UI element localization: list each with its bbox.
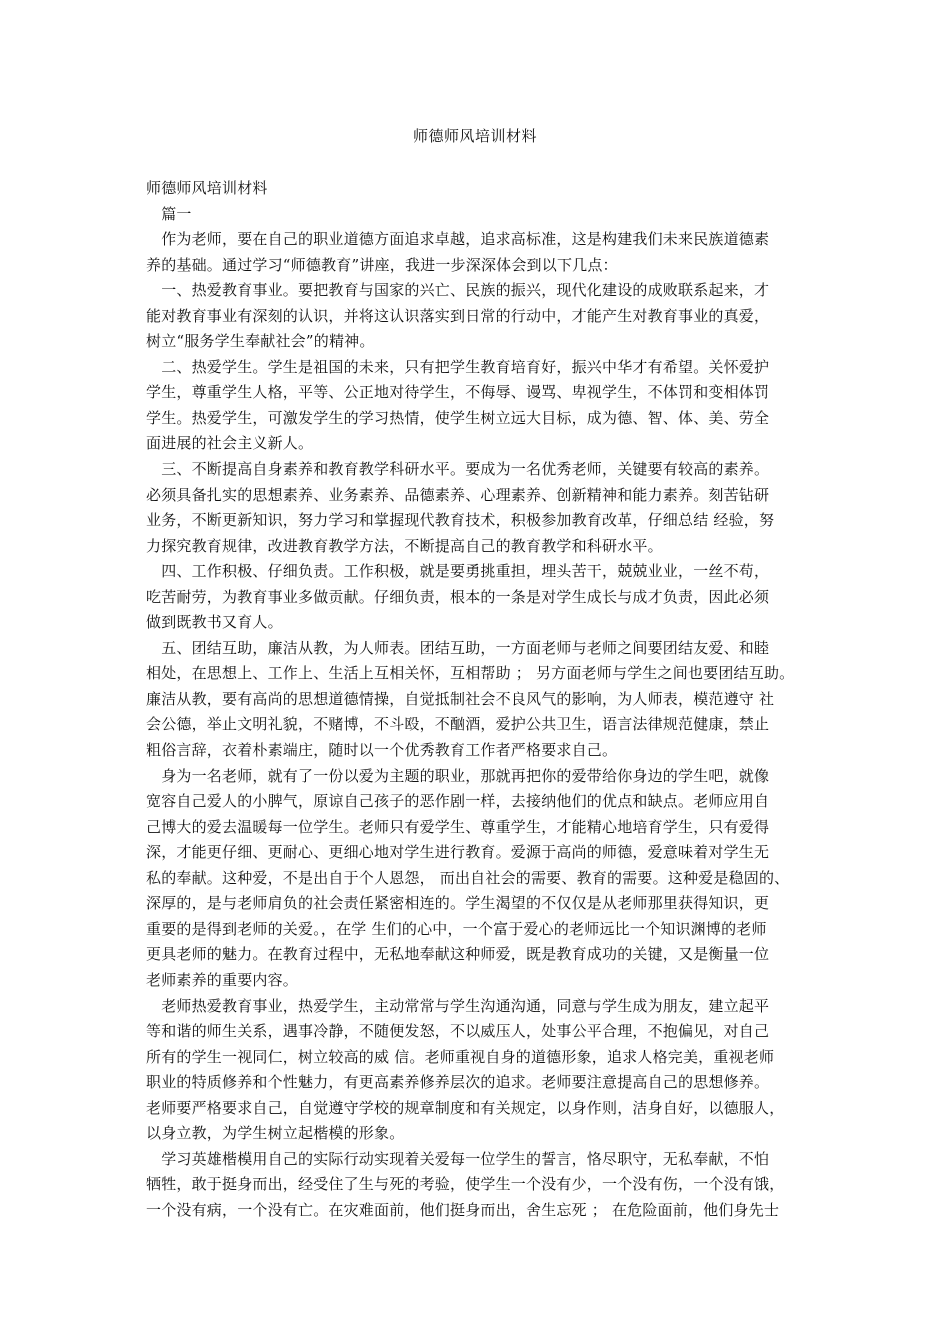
text-line: 老师热爱教育事业，热爱学生，主动常常与学生沟通沟通，同意与学生成为朋友，建立起平 (146, 996, 770, 1015)
text-line: 己博大的爱去温暖每一位学生。老师只有爱学生、尊重学生，才能精心地培育学生，只有爱得 (146, 817, 770, 836)
text-line: 老师素养的重要内容。 (146, 970, 299, 989)
text-line: 必须具备扎实的思想素养、业务素养、品德素养、心理素养、创新精神和能力素养。刻苦钻研 (146, 485, 770, 504)
text-line: 私的奉献。这种爱，不是出自于个人恩怨， 而出自社会的需要、教育的需要。这种爱是稳固的、 (146, 868, 790, 887)
text-line: 职业的特质修养和个性魅力，有更高素养修养层次的追求。老师要注意提高自己的思想修养。 (146, 1073, 770, 1092)
text-line: 篇一 (146, 204, 192, 223)
text-line: 树立“服务学生奉献社会”的精神。 (146, 332, 375, 351)
text-line: 身为一名老师，就有了一份以爱为主题的职业，那就再把你的爱带给你身边的学生吧，就像 (146, 766, 770, 785)
text-line: 力探究教育规律，改进教育教学方法，不断提高自己的教育教学和科研水平。 (146, 536, 663, 555)
text-line: 面进展的社会主义新人。 (146, 434, 314, 453)
text-line: 学生。热爱学生，可激发学生的学习热情，使学生树立远大目标，成为德、智、体、美、劳全 (146, 408, 770, 427)
text-line: 作为老师，要在自己的职业道德方面追求卓越，追求高标准，这是构建我们未来民族道德素 (146, 230, 770, 249)
text-line: 三、不断提高自身素养和教育教学科研水平。要成为一名优秀老师，关键要有较高的素养。 (146, 460, 770, 479)
text-line: 做到既教书又育人。 (146, 613, 283, 632)
text-line: 吃苦耐劳，为教育事业多做贡献。仔细负责，根本的一条是对学生成长与成才负责，因此必须 (146, 587, 770, 606)
text-line: 重要的是得到老师的关爱。，在学 生们的心中，一个富于爱心的老师远比一个知识渊博的老师 (146, 919, 767, 938)
text-line: 四、工作积极、仔细负责。工作积极，就是要勇挑重担，埋头苦干，兢兢业业，一丝不苟， (146, 562, 770, 581)
text-line: 更具老师的魅力。在教育过程中，无私地奉献这种师爱，既是教育成功的关键，又是衡量一位 (146, 945, 770, 964)
text-line: 牺牲，敢于挺身而出，经受住了生与死的考验，使学生一个没有少，一个没有伤，一个没有饿， (146, 1175, 785, 1194)
text-line: 二、热爱学生。学生是祖国的未来，只有把学生教育培育好，振兴中华才有希望。关怀爱护 (146, 357, 770, 376)
text-line: 深厚的，是与老师肩负的社会责任紧密相连的。学生渴望的不仅仅是从老师那里获得知识，更 (146, 894, 770, 913)
text-line: 五、团结互助，廉洁从教，为人师表。团结互助，一方面老师与老师之间要团结友爱、和睦 (146, 638, 770, 657)
text-line: 粗俗言辞，衣着朴素端庄，随时以一个优秀教育工作者严格要求自己。 (146, 741, 618, 760)
text-line: 学习英雄楷模用自己的实际行动实现着关爱每一位学生的誓言，恪尽职守，无私奉献，不怕 (146, 1149, 770, 1168)
document-title: 师德师风培训材料 (412, 127, 537, 145)
text-line: 学生，尊重学生人格，平等、公正地对待学生，不侮辱、谩骂、卑视学生，不体罚和变相体罚 (146, 383, 770, 402)
text-line: 以身立教，为学生树立起楷模的形象。 (146, 1124, 405, 1143)
text-line: 老师要严格要求自己，自觉遵守学校的规章制度和有关规定，以身作则，洁身自好，以德服人， (146, 1098, 785, 1117)
text-line: 能对教育事业有深刻的认识，并将这认识落实到日常的行动中，才能产生对教育事业的真爱， (146, 306, 770, 325)
text-line: 会公德，举止文明礼貌，不赌博，不斗殴，不酗酒，爱护公共卫生，语言法律规范健康，禁止 (146, 715, 770, 734)
text-line: 一个没有病，一个没有亡。在灾难面前，他们挺身而出，舍生忘死 ； 在危险面前，他们身先士 (146, 1200, 780, 1219)
document-body (146, 176, 822, 1223)
text-line: 业务，不断更新知识，努力学习和掌握现代教育技术，积极参加教育改革，仔细总结 经验，努 (146, 511, 775, 530)
text-line: 养的基础。通过学习“师德教育”讲座，我进一步深深体会到以下几点： (146, 255, 618, 274)
text-line: 所有的学生一视同仁，树立较高的威 信。老师重视自身的道德形象，追求人格完美，重视老师 (146, 1047, 775, 1066)
text-line: 廉洁从教，要有高尚的思想道德情操，自觉抵制社会不良风气的影响，为人师表，模范遵守 社 (146, 689, 775, 708)
text-line: 相处，在思想上、工作上、生活上互相关怀，互相帮助 ； 另方面老师与学生之间也要团结互助。 (146, 664, 795, 683)
text-line: 一、热爱教育事业。要把教育与国家的兴亡、民族的振兴，现代化建设的成败联系起来，才 (146, 281, 770, 300)
text-line: 等和谐的师生关系，遇事冷静，不随便发怒，不以威压人，处事公平合理，不抱偏见，对自己 (146, 1022, 770, 1041)
text-line: 师德师风培训材料 (146, 179, 268, 197)
text-line: 宽容自己爱人的小脾气，原谅自己孩子的恶作剧一样，去接纳他们的优点和缺点。老师应用自 (146, 792, 770, 811)
text-line: 深，才能更仔细、更耐心、更细心地对学生进行教育。爱源于高尚的师德，爱意味着对学生无 (146, 843, 770, 862)
